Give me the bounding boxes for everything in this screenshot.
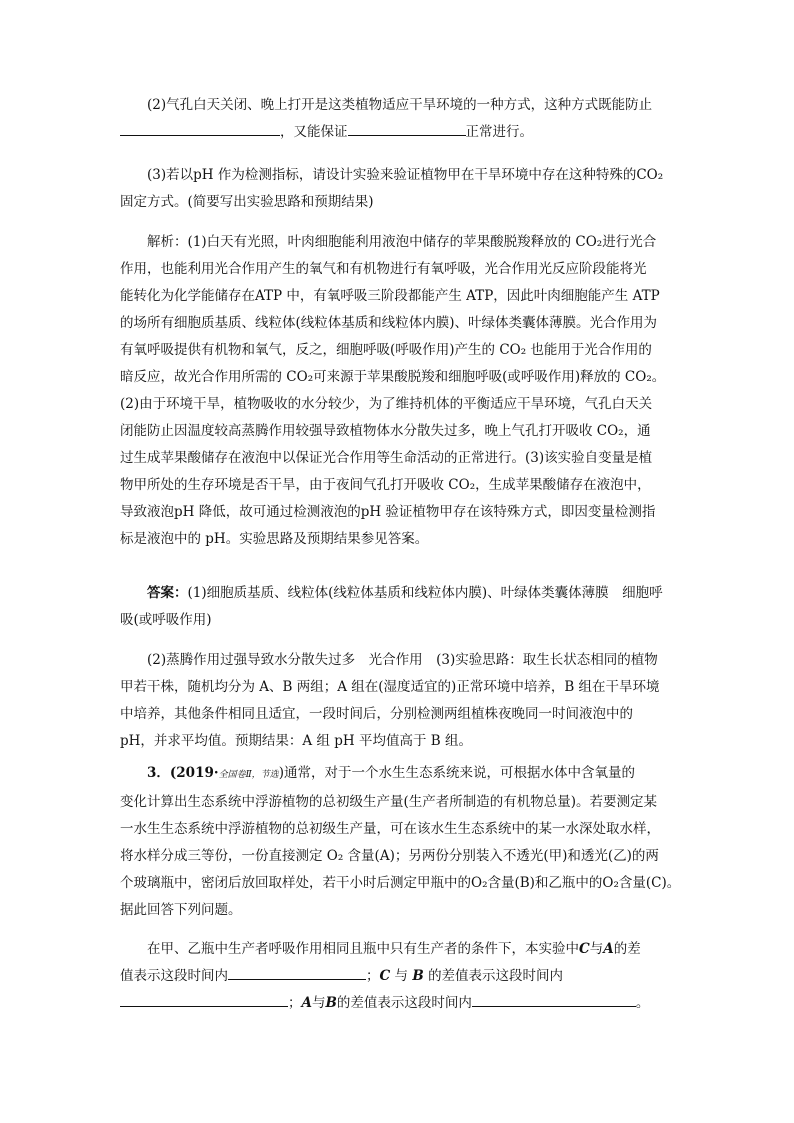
analysis-line: 能转化为化学能储存在ATP 中，有氧呼吸三阶段都能产生 ATP，因此叶肉细胞能产生 ATP [120, 288, 660, 304]
answer-line-2: 吸(或呼吸作用) [120, 612, 212, 628]
answer-line: pH，并求平均值。预期结果：A 组 pH 平均值高于 B 组。 [120, 733, 472, 749]
question-three-line: 变化计算出生态系统中浮游植物的总初级生产量(生产者所制造的有机物总量)。若要测定某 [120, 794, 658, 810]
analysis-line: (2)由于环境干旱，植物吸收的水分较少，为了维持机体的平衡适应干旱环境，气孔白天关 [120, 396, 653, 412]
answer-label: 答案： [147, 585, 188, 601]
question-three-line: 一水生生态系统中浮游植物的总初级生产量，可在该水生生态系统中的某一水深处取水样， [120, 821, 660, 837]
variable-c: C [579, 941, 590, 957]
analysis-line: 暗反应，故光合作用所需的 CO₂可来源于苹果酸脱羧和细胞呼吸(或呼吸作用)释放的 CO₂。 [120, 369, 666, 385]
analysis-line: 过生成苹果酸储存在液泡中以保证光合作用等生命活动的正常进行。(3)该实验自变量是植 [120, 450, 653, 466]
question-2-line-1: (2)气孔白天关闭、晚上打开是这类植物适应干旱环境的一种方式，这种方式既能防止 [147, 97, 653, 113]
analysis-line: 的场所有细胞质基质、线粒体(线粒体基质和线粒体内膜)、叶绿体类囊体薄膜。光合作用为 [120, 315, 658, 331]
fill-in-line-1: 在甲、乙瓶中生产者呼吸作用相同且瓶中只有生产者的条件下，本实验中C与A的差 [147, 941, 641, 957]
question-three-line-1: 3．(2019·全国卷Ⅱ，节选)通常，对于一个水生生态系统来说，可根据水体中含氧量的 [147, 765, 635, 781]
source-label: 全国卷Ⅱ，节选 [218, 770, 279, 780]
question-three-line: 将水样分成三等份，一份直接测定 O₂ 含量(A)；另两份分别装入不透光(甲)和透光(乙)的两 [120, 848, 659, 864]
question-three-line: 据此回答下列问题。 [120, 902, 242, 918]
question-3 [120, 162, 675, 216]
fill-in-line-2: 值表示这段时间内 ；C 与 B 的差值表示这段时间内 [120, 963, 675, 990]
analysis-section [120, 229, 675, 553]
question-three-line: 个玻璃瓶中，密闭后放回取样处，若干小时后测定甲瓶中的O₂含量(B)和乙瓶中的O₂含量(C)。 [120, 875, 681, 891]
question-3-line-1: (3)若以pH 作为检测指标，请设计实验来验证植物甲在干旱环境中存在这种特殊的CO₂ [147, 167, 664, 183]
analysis-line: 物甲所处的生存环境是否干旱，由于夜间气孔打开吸收 CO₂，生成苹果酸储存在液泡中， [120, 477, 651, 493]
variable-a: A [301, 995, 312, 1011]
answer-line: 中培养，其他条件相同且适宜，一段时间后，分别检测两组植株夜晚同一时间液泡中的 [120, 706, 633, 722]
variable-c: C [379, 968, 391, 984]
answer-section [120, 580, 675, 634]
fill-in-question [120, 936, 675, 1017]
answer-blank-4[interactable] [120, 991, 288, 1007]
answer-line: 甲若干株，随机均分为 A、B 两组；A 组在(湿度适宜的)正常环境中培养，B 组在干旱环境 [120, 679, 660, 695]
analysis-line: 作用，也能利用光合作用产生的氧气和有机物进行有氧呼吸，光合作用光反应阶段能将光 [120, 261, 647, 277]
variable-b: B [325, 995, 337, 1011]
question-three [120, 760, 681, 924]
question-2 [120, 92, 675, 146]
analysis-line: 闭能防止因温度较高蒸腾作用较强导致植物体水分散失过多，晚上气孔打开吸收 CO₂，通 [120, 423, 651, 439]
answer-line-1: 答案：(1)细胞质基质、线粒体(线粒体基质和线粒体内膜)、叶绿体类囊体薄膜 细胞呼 [147, 585, 663, 601]
analysis-line: 导致液泡pH 降低，故可通过检测液泡的pH 验证植物甲存在该特殊方式，即因变量检测指 [120, 504, 656, 520]
question-2-line-2: ，又能保证 正常进行。 [120, 119, 675, 146]
answer-blank-1[interactable] [120, 120, 280, 136]
variable-b: B [412, 968, 424, 984]
answer-line: (2)蒸腾作用过强导致水分散失过多 光合作用 (3)实验思路：取生长状态相同的植物 [147, 652, 658, 668]
answer-section-part-2 [120, 647, 675, 755]
answer-blank-2[interactable] [348, 120, 466, 136]
analysis-line: 解析：(1)白天有光照，叶肉细胞能利用液泡中储存的苹果酸脱羧释放的 CO₂进行光合 [147, 234, 657, 250]
analysis-line: 标是液泡中的 pH。实验思路及预期结果参见答案。 [120, 531, 429, 547]
answer-blank-5[interactable] [472, 991, 636, 1007]
fill-in-line-3: ；A与B的差值表示这段时间内 。 [120, 990, 675, 1017]
analysis-line: 有氧呼吸提供有机物和氧气，反之，细胞呼吸(呼吸作用)产生的 CO₂ 也能用于光合作用的 [120, 342, 652, 358]
variable-a: A [603, 941, 614, 957]
question-3-line-2: 固定方式。(简要写出实验思路和预期结果) [120, 194, 374, 210]
answer-blank-3[interactable] [228, 964, 366, 980]
